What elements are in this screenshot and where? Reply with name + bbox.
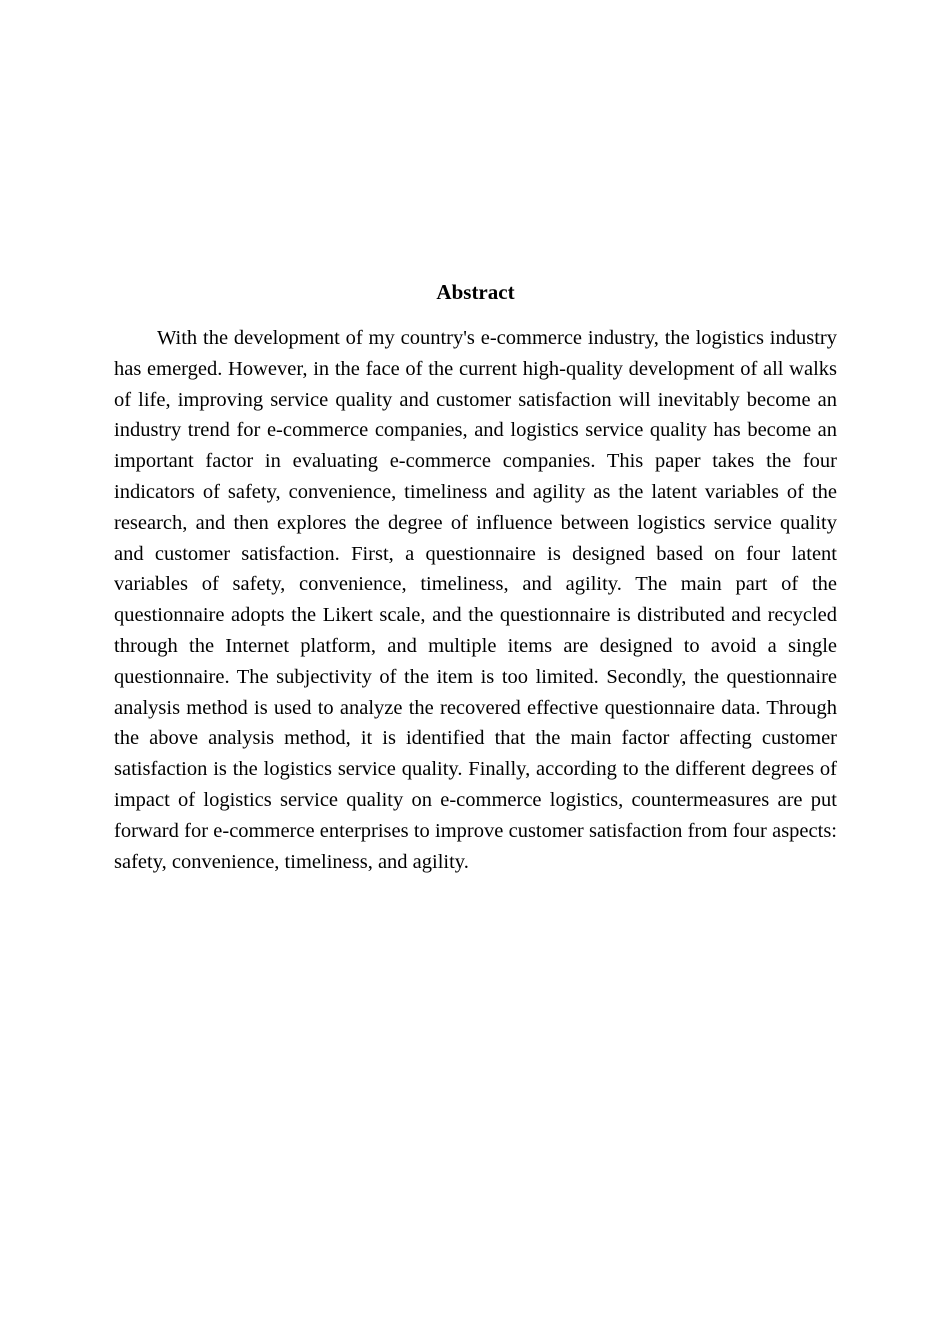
abstract-section: [114, 276, 837, 877]
abstract-paragraph: With the development of my country's e-commerce industry, the logistics industry has emerged. However, in the face of the current high-quality development of all walks of life, improving service quality and customer satisfaction will inevitably become an industry trend for e-commerce companies, and logistics service quality has become an important factor in evaluating e-commerce companies. This paper takes the four indicators of safety, convenience, timeliness and agility as the latent variables of the research, and then explores the degree of influence between logistics service quality and customer satisfaction. First, a questionnaire is designed based on four latent variables of safety, convenience, timeliness, and agility. The main part of the questionnaire adopts the Likert scale, and the questionnaire is distributed and recycled through the Internet platform, and multiple items are designed to avoid a single questionnaire. The subjectivity of the item is too limited. Secondly, the questionnaire analysis method is used to analyze the recovered effective questionnaire data. Through the above analysis method, it is identified that the main factor affecting customer satisfaction is the logistics service quality. Finally, according to the different degrees of impact of logistics service quality on e-commerce logistics, countermeasures are put forward for e-commerce enterprises to improve customer satisfaction from four aspects: safety, convenience, timeliness, and agility.: [114, 327, 837, 873]
abstract-heading: Abstract: [436, 280, 515, 304]
